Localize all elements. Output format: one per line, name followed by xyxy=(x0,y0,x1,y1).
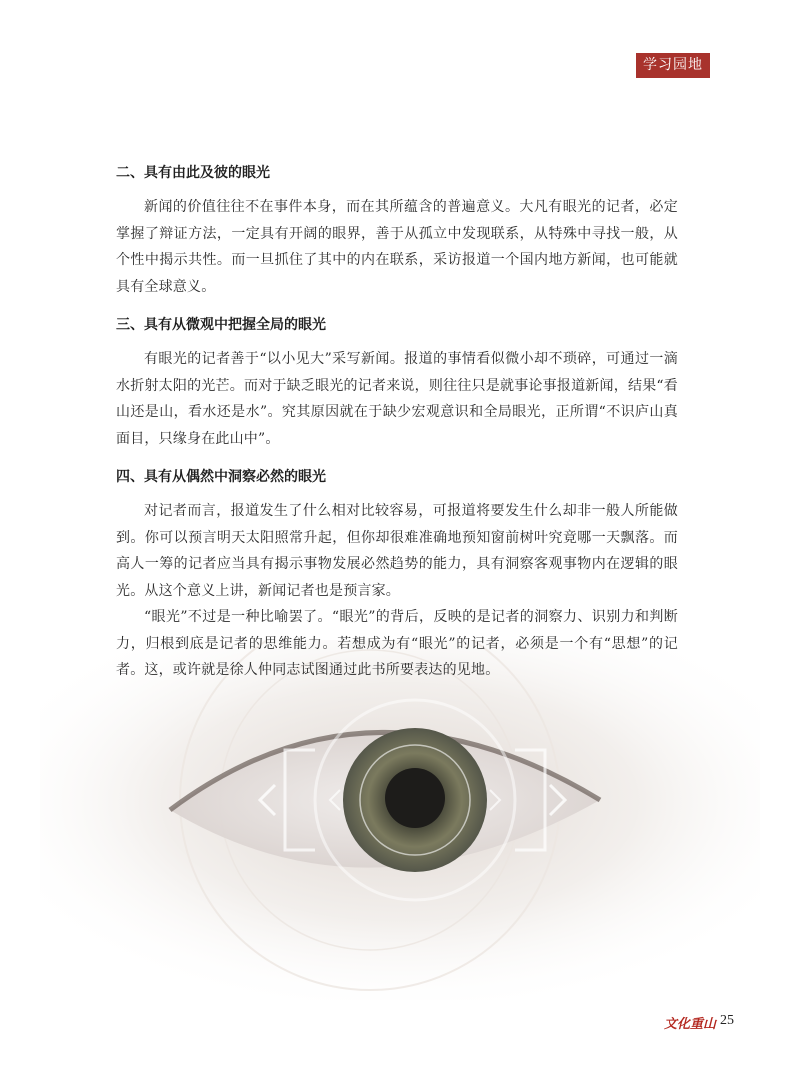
article-body xyxy=(116,160,678,684)
section-heading: 三、具有从微观中把握全局的眼光 xyxy=(116,317,326,333)
section-tag: 学习园地 xyxy=(636,53,710,78)
paragraph: 新闻的价值往往不在事件本身，而在其所蕴含的普遍意义。大凡有眼光的记者，必定掌握了辩证方法，一定具有开阔的眼界，善于从孤立中发现联系，从特殊中寻找一般，从个性中揭示共性。而一旦抓住了其中的内在联系，采访报道一个国内地方新闻，也可能就具有全球意义。 xyxy=(116,199,678,295)
eye-illustration xyxy=(40,640,760,1000)
page-number: 25 xyxy=(720,1013,734,1028)
footer-brand-logo: 文化重山 xyxy=(664,1017,717,1032)
paragraph: 对记者而言，报道发生了什么相对比较容易，可报道将要发生什么却非一般人所能做到。你可以预言明天太阳照常升起，但你却很难准确地预知窗前树叶究竟哪一天飘落。而高人一筹的记者应当具有揭示事物发展必然趋势的能力，具有洞察客观事物内在逻辑的眼光。从这个意义上讲，新闻记者也是预言家。 xyxy=(116,503,678,599)
section-heading: 四、具有从偶然中洞察必然的眼光 xyxy=(116,469,326,485)
paragraph: “眼光”不过是一种比喻罢了。“眼光”的背后，反映的是记者的洞察力、识别力和判断力，归根到底是记者的思维能力。若想成为有“眼光”的记者，必须是一个有“思想”的记者。这，或许就是徐人仲同志试图通过此书所要表达的见地。 xyxy=(116,609,678,678)
section-heading: 二、具有由此及彼的眼光 xyxy=(116,165,270,181)
paragraph: 有眼光的记者善于“以小见大”采写新闻。报道的事情看似微小却不琐碎，可通过一滴水折射太阳的光芒。而对于缺乏眼光的记者来说，则往往只是就事论事报道新闻，结果“看山还是山，看水还是水”。究其原因就在于缺少宏观意识和全局眼光，正所谓“不识庐山真面目，只缘身在此山中”。 xyxy=(116,351,678,447)
